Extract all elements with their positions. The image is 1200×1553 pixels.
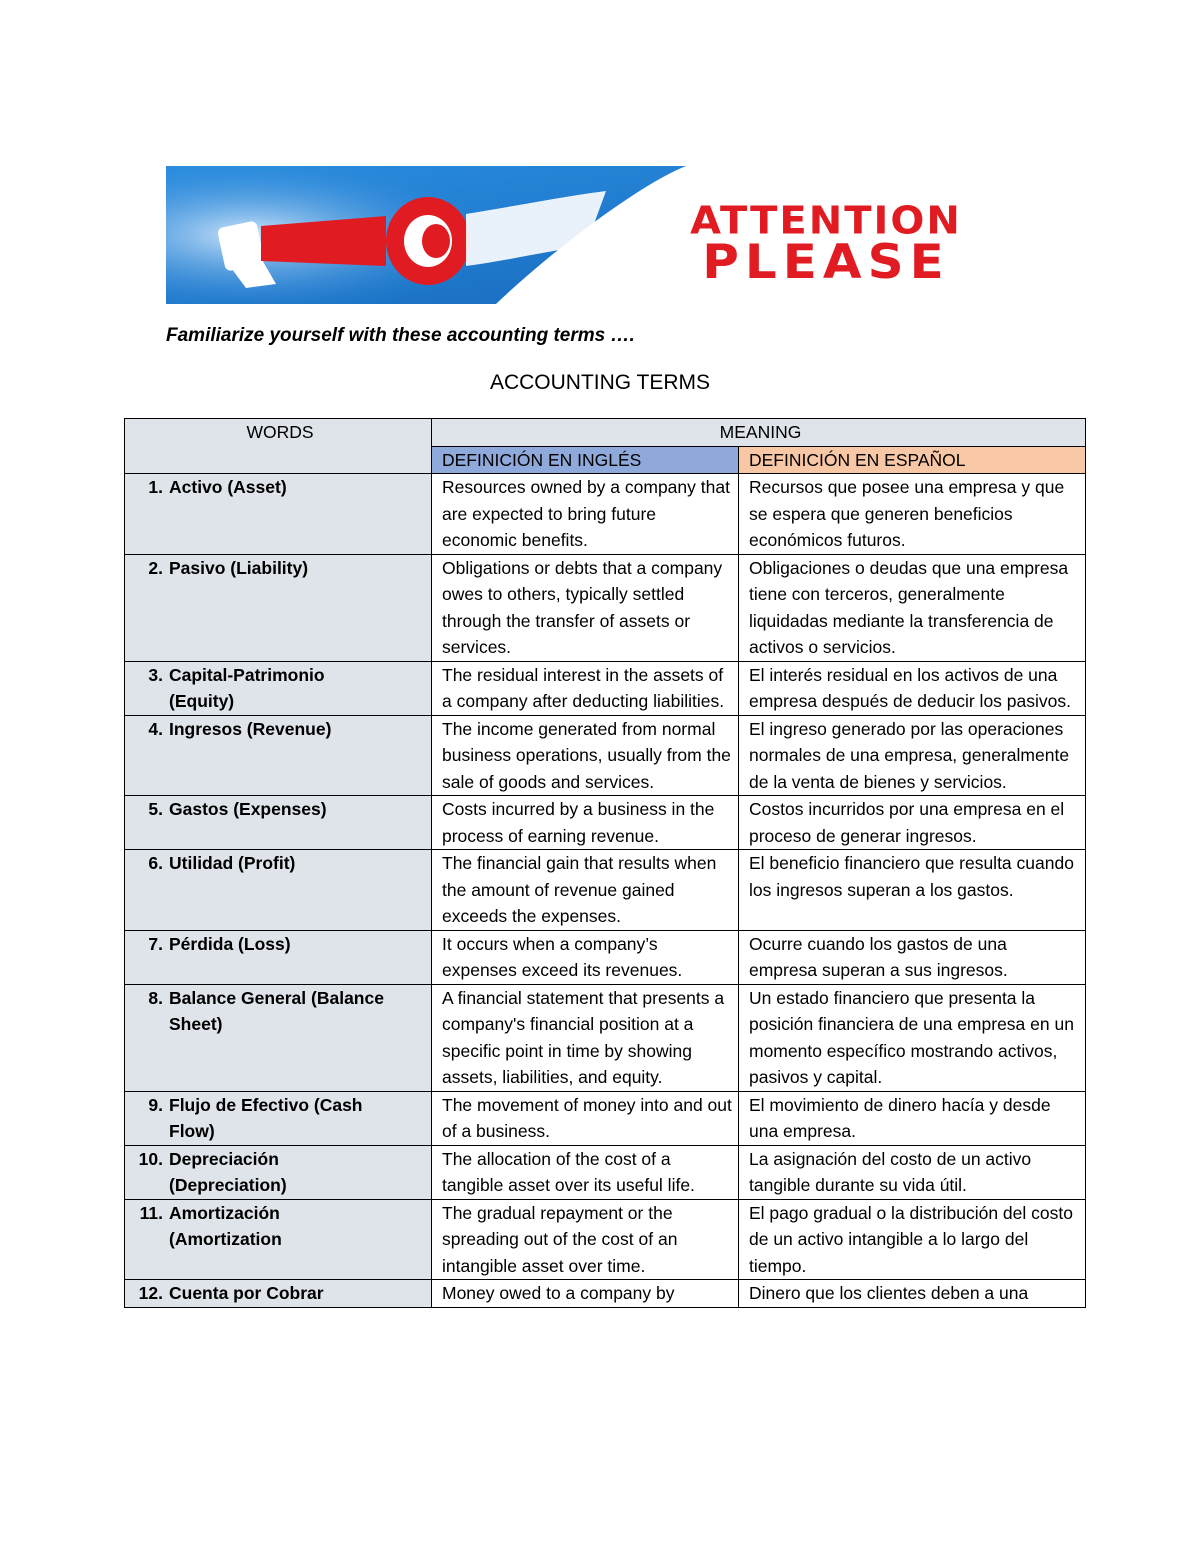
table-row [125,554,1086,661]
attention-please-banner [166,166,1022,304]
definition-english: The gradual repayment or the spreading out of the cost of an intangible asset over time. [432,1199,739,1280]
term-number: 4. [148,718,163,739]
term-word-cell [125,850,432,931]
term-number: 2. [148,557,163,578]
table-row [125,1199,1086,1280]
table-row [125,1145,1086,1199]
definition-spanish: El movimiento de dinero hacía y desde una empresa. [739,1091,1086,1145]
term-word: Ingresos (Revenue) [169,718,332,739]
table-row [125,661,1086,715]
term-word-cell [125,1091,432,1145]
table-row [125,1091,1086,1145]
accounting-terms-table [124,418,1086,1308]
definition-spanish: El ingreso generado por las operaciones normales de una empresa, generalmente de la venta de bienes y servicios. [739,715,1086,796]
banner-line-attention: ATTENTION [690,199,962,244]
term-number: 12. [138,1283,163,1303]
banner-title [636,199,1016,290]
definition-english: The financial gain that results when the amount of revenue gained exceeds the expenses. [432,850,739,931]
header-words: WORDS [125,419,432,474]
term-word-cell [125,930,432,984]
term-word-cell [125,661,432,715]
table-row [125,930,1086,984]
table-row [125,796,1086,850]
term-number: 3. [148,664,163,685]
term-word: Gastos (Expenses) [169,799,327,819]
term-word-cell [125,715,432,796]
term-word-cell [125,1145,432,1199]
table-row [125,1280,1086,1308]
term-number: 10. [138,1148,163,1169]
definition-english: The residual interest in the assets of a company after deducting liabilities. [432,661,739,715]
term-word: Flujo de Efectivo (Cash Flow) [169,1094,363,1141]
header-definition-spanish: DEFINICIÓN EN ESPAÑOL [739,446,1086,474]
document-title: ACCOUNTING TERMS [489,371,711,394]
term-word-cell [125,796,432,850]
term-word: Pérdida (Loss) [169,933,291,954]
table-row [125,474,1086,555]
definition-english: The movement of money into and out of a business. [432,1091,739,1145]
term-word: Activo (Asset) [169,477,287,497]
term-word: Utilidad (Profit) [169,853,296,873]
definition-spanish: El beneficio financiero que resulta cuando los ingresos superan a los gastos. [739,850,1086,931]
definition-english: Resources owned by a company that are expected to bring future economic benefits. [432,474,739,555]
definition-english: Money owed to a company by [432,1280,739,1308]
definition-english: Obligations or debts that a company owes to others, typically settled through the transfer of assets or services. [432,554,739,661]
term-number: 11. [139,1202,163,1223]
term-number: 7. [148,933,163,954]
table-row [125,984,1086,1091]
definition-spanish: Obligaciones o deudas que una empresa tiene con terceros, generalmente liquidadas mediante la transferencia de activos o servicios. [739,554,1086,661]
term-word-cell [125,1280,432,1308]
term-word-cell [125,984,432,1091]
term-word: Amortización (Amortization [169,1202,282,1249]
definition-spanish: Costos incurridos por una empresa en el proceso de generar ingresos. [739,796,1086,850]
definition-english: The income generated from normal business operations, usually from the sale of goods and services. [432,715,739,796]
definition-spanish: Un estado financiero que presenta la posición financiera de una empresa en un momento específico mostrando activos, pasivos y capital. [739,984,1086,1091]
term-word-cell [125,554,432,661]
definition-spanish: Recursos que posee una empresa y que se espera que generen beneficios económicos futuros. [739,474,1086,555]
table-row [125,715,1086,796]
term-word: Depreciación (Depreciation) [169,1148,287,1195]
definition-english: It occurs when a company’s expenses exceed its revenues. [432,930,739,984]
term-number: 1. [148,477,163,497]
definition-spanish: El interés residual en los activos de una empresa después de deducir los pasivos. [739,661,1086,715]
term-number: 6. [148,853,163,873]
term-word: Cuenta por Cobrar [169,1283,324,1303]
intro-text: Familiarize yourself with these accounting terms …. [166,325,635,346]
term-word: Balance General (Balance Sheet) [169,987,384,1034]
header-definition-english: DEFINICIÓN EN INGLÉS [432,446,739,474]
term-word-cell [125,1199,432,1280]
table-row [125,850,1086,931]
term-number: 8. [148,987,163,1008]
term-number: 9. [148,1094,163,1115]
banner-line-please: PLEASE [702,234,950,290]
definition-spanish: La asignación del costo de un activo tangible durante su vida útil. [739,1145,1086,1199]
term-number: 5. [148,799,163,819]
definition-english: A financial statement that presents a company's financial position at a specific point in time by showing assets, liabilities, and equity. [432,984,739,1091]
definition-spanish: Dinero que los clientes deben a una [739,1280,1086,1308]
term-word-cell [125,474,432,555]
header-meaning: MEANING [432,419,1086,447]
term-word: Capital-Patrimonio (Equity) [169,664,325,711]
definition-english: The allocation of the cost of a tangible asset over its useful life. [432,1145,739,1199]
term-word: Pasivo (Liability) [169,557,309,578]
definition-spanish: Ocurre cuando los gastos de una empresa superan a sus ingresos. [739,930,1086,984]
terms-body [125,474,1086,1308]
definition-english: Costs incurred by a business in the process of earning revenue. [432,796,739,850]
definition-spanish: El pago gradual o la distribución del costo de un activo intangible a lo largo del tiempo. [739,1199,1086,1280]
